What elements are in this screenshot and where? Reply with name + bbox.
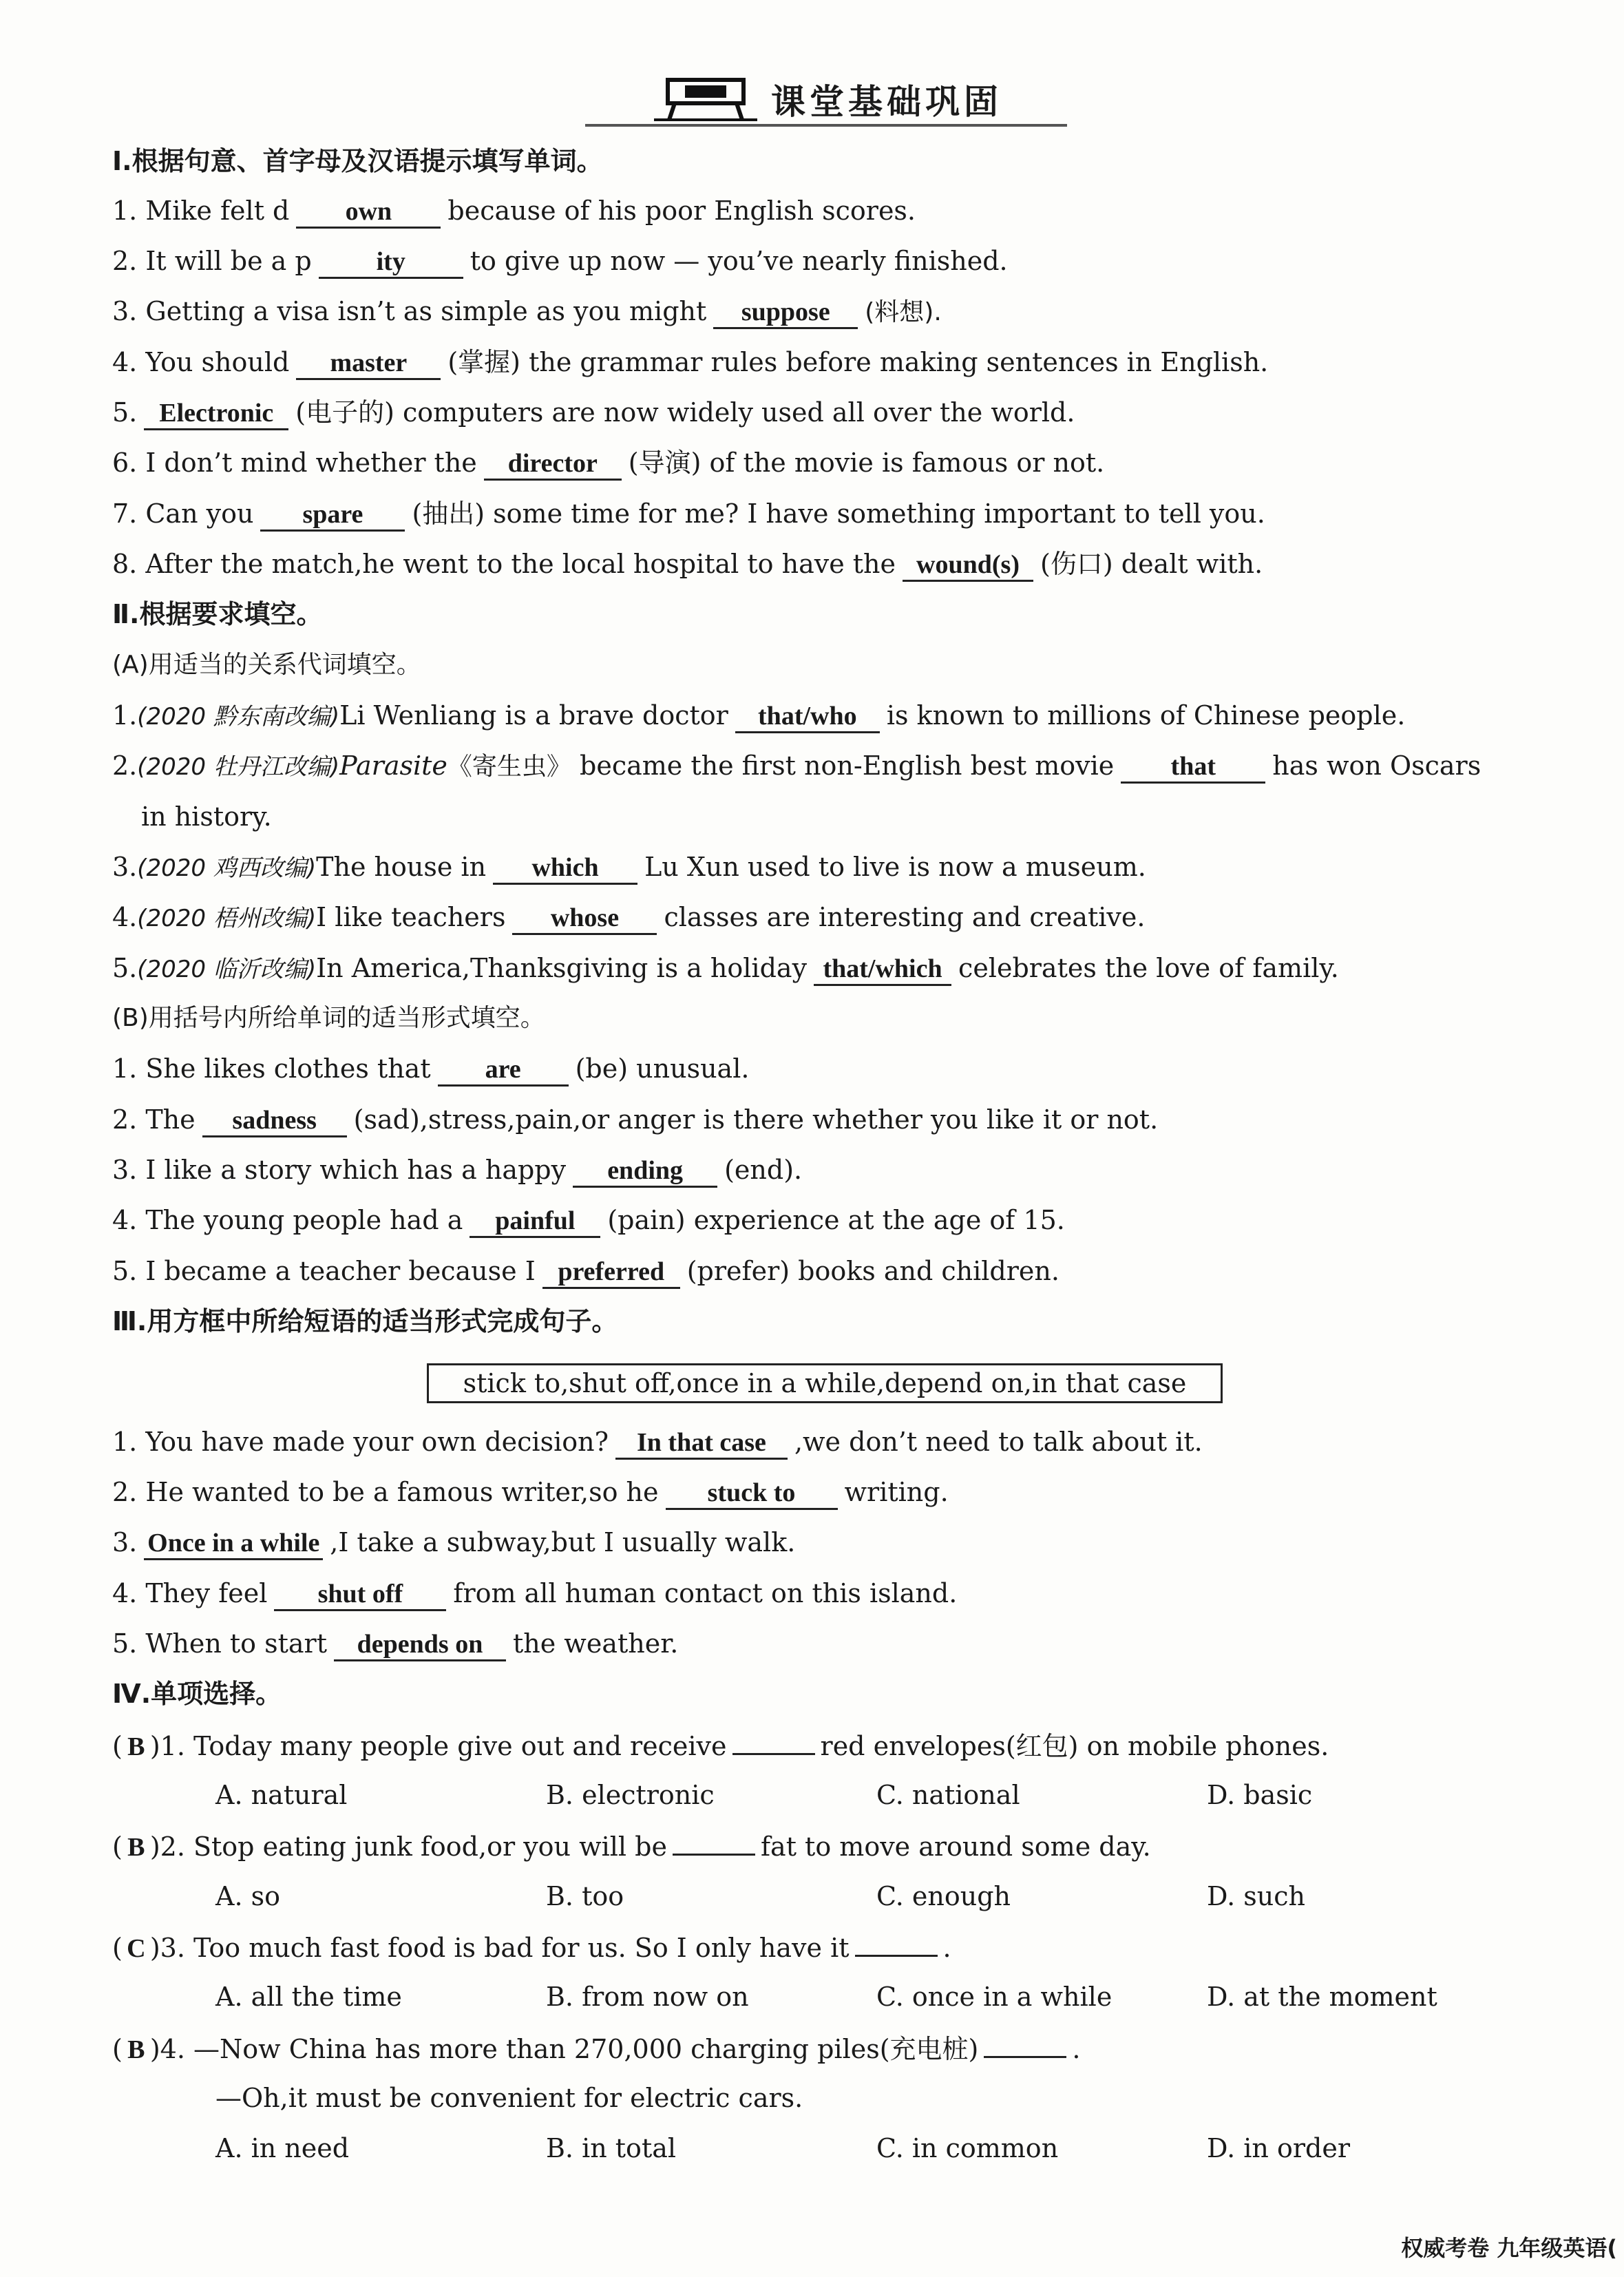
mc-question-4 [112, 2031, 1080, 2066]
sentence-text: (2020 黔东南改编) [137, 703, 340, 731]
sentence-text: 4. [112, 902, 138, 932]
s1-item-8 [112, 547, 1263, 582]
sentence-text: (2020 鸡西改编) [137, 854, 317, 882]
sentence-text: Lu Xun used to live is now a museum. [644, 852, 1146, 882]
sentence-text: (be) unusual. [575, 1053, 750, 1084]
sentence-text: The house in [316, 852, 487, 882]
section-1-heading: Ⅰ.根据句意、首字母及汉语提示填写单词。 [112, 146, 603, 176]
mc-answer: B [127, 1833, 145, 1862]
mc-option: B. in total [546, 2133, 677, 2163]
mc-option: C. enough [876, 1881, 1011, 1911]
mc-option: A. natural [215, 1780, 348, 1810]
sentence-text: (抽出) some time for me? I have something important to tell you. [412, 499, 1265, 529]
answer-blank [732, 1728, 815, 1755]
answer-blank: whose [512, 903, 657, 935]
answer-blank: that/which [814, 954, 951, 986]
section-3-heading: Ⅲ.用方框中所给短语的适当形式完成句子。 [112, 1306, 618, 1336]
mc-question-2 [112, 1829, 1151, 1864]
sentence-text: )1. Today many people give out and receive [149, 1731, 727, 1761]
sentence-text: I like teachers [316, 902, 506, 932]
sentence-text: to give up now — you’ve nearly finished. [470, 246, 1008, 276]
sentence-text: ,I take a subway,but I usually walk. [330, 1527, 796, 1557]
mc-option: A. in need [215, 2133, 350, 2163]
s1-item-5 [112, 396, 1075, 430]
answer-blank: suppose [713, 297, 858, 329]
s1-item-1 [112, 194, 916, 229]
mc-question-3 [112, 1930, 951, 1965]
mc-option: B. too [546, 1881, 624, 1911]
s3-item-3 [112, 1526, 795, 1560]
answer-blank: shut off [274, 1579, 446, 1611]
answer-blank: ending [573, 1155, 717, 1188]
sentence-text: became the first non-English best movie [580, 751, 1115, 781]
sentence-text: 3. Getting a visa isn’t as simple as you might [112, 296, 707, 326]
section-2-heading: Ⅱ.根据要求填空。 [112, 599, 323, 629]
mc-option: D. basic [1207, 1780, 1313, 1810]
answer-blank: that/who [735, 701, 880, 733]
answer-blank: director [484, 448, 622, 481]
sentence-text: red envelopes(红包) on mobile phones. [820, 1731, 1329, 1761]
sentence-text: writing. [844, 1477, 949, 1507]
answer-blank: master [296, 348, 441, 380]
sentence-text: Li Wenliang is a brave doctor [339, 700, 728, 731]
sentence-text: (prefer) books and children. [686, 1256, 1059, 1286]
sentence-text: (end). [724, 1155, 803, 1185]
sentence-text: is known to millions of Chinese people. [886, 700, 1406, 731]
s2b-item-3 [112, 1153, 802, 1188]
sentence-text: 3. [112, 1527, 138, 1557]
answer-blank: Electronic [144, 398, 288, 430]
section-2a-heading: (A)用适当的关系代词填空。 [112, 651, 421, 679]
sentence-text: from all human contact on this island. [453, 1578, 958, 1608]
desk-icon [654, 74, 757, 123]
s3-item-2 [112, 1476, 949, 1510]
mc-option: B. electronic [546, 1780, 715, 1810]
s2a-item-2 [112, 749, 1481, 784]
sentence-text: In America,Thanksgiving is a holiday [316, 953, 808, 983]
sentence-text: 4. They feel [112, 1578, 268, 1608]
sentence-text: 1. You have made your own decision? [112, 1427, 609, 1457]
s2b-item-4 [112, 1204, 1065, 1238]
mc-option: C. national [876, 1780, 1020, 1810]
s1-item-7 [112, 497, 1265, 532]
mc-question-4-reply: —Oh,it must be convenient for electric cars. [215, 2083, 803, 2113]
sentence-text: . [1072, 2034, 1081, 2064]
mc-option: D. such [1207, 1881, 1306, 1911]
sentence-text: (2020 梧州改编) [137, 905, 317, 932]
mc-option: A. all the time [215, 1982, 402, 2012]
section-4-heading: Ⅳ.单项选择。 [112, 1679, 282, 1709]
answer-blank: are [438, 1054, 569, 1087]
sentence-text: the weather. [513, 1628, 679, 1659]
sentence-text: )2. Stop eating junk food,or you will be [149, 1832, 667, 1862]
page-footer: 权威考卷 九年级英语( [1401, 2235, 1617, 2261]
sentence-text: Parasite [339, 751, 447, 781]
phrase-box: stick to,shut off,once in a while,depend on,in that case [427, 1363, 1223, 1403]
sentence-text: ,we don’t need to talk about it. [794, 1427, 1203, 1457]
sentence-text: ( [112, 2034, 123, 2064]
sentence-text: 7. Can you [112, 499, 254, 529]
sentence-text: ( [112, 1832, 123, 1862]
answer-blank: stuck to [666, 1478, 838, 1510]
sentence-text: 1. She likes clothes that [112, 1053, 431, 1084]
mc-option: C. once in a while [876, 1982, 1112, 2012]
sentence-text: (伤口) dealt with. [1040, 549, 1263, 579]
answer-blank [984, 2031, 1066, 2058]
sentence-text: 3. [112, 852, 138, 882]
sentence-text: 5. [112, 397, 138, 428]
mc-option: D. in order [1207, 2133, 1350, 2163]
mc-option: D. at the moment [1207, 1982, 1437, 2012]
mc-option: B. from now on [546, 1982, 749, 2012]
answer-blank: preferred [542, 1257, 680, 1289]
sentence-text: has won Oscars [1272, 751, 1481, 781]
section-title: 课堂基础巩固 [771, 82, 1002, 122]
s1-item-4 [112, 346, 1268, 380]
header-rule [585, 124, 1067, 127]
sentence-text: 8. After the match,he went to the local hospital to have the [112, 549, 896, 579]
answer-blank: In that case [615, 1427, 788, 1460]
s2a-item-2-cont: in history. [141, 801, 272, 832]
sentence-text: 5. [112, 953, 138, 983]
answer-blank: wound(s) [903, 549, 1033, 582]
answer-blank: depends on [334, 1629, 506, 1661]
s1-item-6 [112, 446, 1104, 481]
mc-answer: B [127, 2035, 145, 2064]
mc-option: A. so [215, 1881, 280, 1911]
section-2b-heading: (B)用括号内所给单词的适当形式填空。 [112, 1004, 545, 1032]
mc-option: C. in common [876, 2133, 1059, 2163]
mc-question-1 [112, 1728, 1329, 1763]
sentence-text: classes are interesting and creative. [664, 902, 1146, 932]
answer-blank: Once in a while [144, 1528, 323, 1560]
answer-blank: which [493, 852, 637, 885]
sentence-text: . [942, 1933, 951, 1963]
sentence-text: ( [112, 1933, 123, 1963]
sentence-text: 《寄生虫》 [447, 753, 571, 781]
sentence-text: 2. It will be a p [112, 246, 312, 276]
sentence-text: 4. The young people had a [112, 1205, 463, 1235]
s3-item-1 [112, 1425, 1203, 1460]
answer-blank: spare [260, 499, 405, 532]
sentence-text: 5. When to start [112, 1628, 327, 1659]
sentence-text: 4. You should [112, 347, 290, 377]
section-header [585, 69, 1067, 131]
sentence-text: because of his poor English scores. [447, 196, 916, 226]
sentence-text: 1. [112, 700, 138, 731]
sentence-text: (pain) experience at the age of 15. [607, 1205, 1065, 1235]
s2a-item-4 [112, 901, 1145, 935]
sentence-text: )4. —Now China has more than 270,000 charging piles(充电桩) [149, 2034, 979, 2064]
s2b-item-5 [112, 1255, 1059, 1289]
s1-item-3 [112, 295, 942, 329]
sentence-text: 2. He wanted to be a famous writer,so he [112, 1477, 659, 1507]
sentence-text: (电子的) computers are now widely used all over the world. [295, 397, 1075, 428]
sentence-text: 6. I don’t mind whether the [112, 448, 477, 478]
s2b-item-2 [112, 1103, 1158, 1137]
sentence-text: 2. [112, 751, 138, 781]
s3-item-5 [112, 1627, 678, 1661]
s2a-item-3 [112, 850, 1146, 885]
sentence-text: fat to move around some day. [760, 1832, 1151, 1862]
answer-blank: that [1121, 751, 1265, 784]
mc-answer: C [127, 1934, 146, 1963]
answer-blank [855, 1930, 938, 1957]
s2b-item-1 [112, 1052, 749, 1087]
s3-item-4 [112, 1577, 957, 1611]
sentence-text: (2020 牡丹江改编) [137, 753, 340, 781]
sentence-text: 2. The [112, 1104, 196, 1135]
sentence-text: 3. I like a story which has a happy [112, 1155, 567, 1185]
answer-blank [673, 1829, 755, 1856]
mc-answer: B [127, 1732, 145, 1761]
s2a-item-1 [112, 699, 1405, 733]
sentence-text: (掌握) the grammar rules before making sentences in English. [447, 347, 1269, 377]
sentence-text: 1. Mike felt d [112, 196, 290, 226]
s1-item-2 [112, 244, 1008, 279]
sentence-text: (2020 临沂改编) [137, 956, 317, 983]
answer-blank: own [296, 196, 441, 229]
sentence-text: )3. Too much fast food is bad for us. So I only have it [149, 1933, 850, 1963]
answer-blank: ity [319, 246, 463, 279]
sentence-text: 5. I became a teacher because I [112, 1256, 536, 1286]
sentence-text: (导演) of the movie is famous or not. [628, 448, 1105, 478]
answer-blank: painful [470, 1206, 600, 1238]
sentence-text: ( [112, 1731, 123, 1761]
sentence-text: (料想). [865, 298, 942, 326]
sentence-text: celebrates the love of family. [958, 953, 1339, 983]
answer-blank: sadness [202, 1105, 347, 1137]
sentence-text: (sad),stress,pain,or anger is there whether you like it or not. [353, 1104, 1159, 1135]
s2a-item-5 [112, 952, 1339, 986]
